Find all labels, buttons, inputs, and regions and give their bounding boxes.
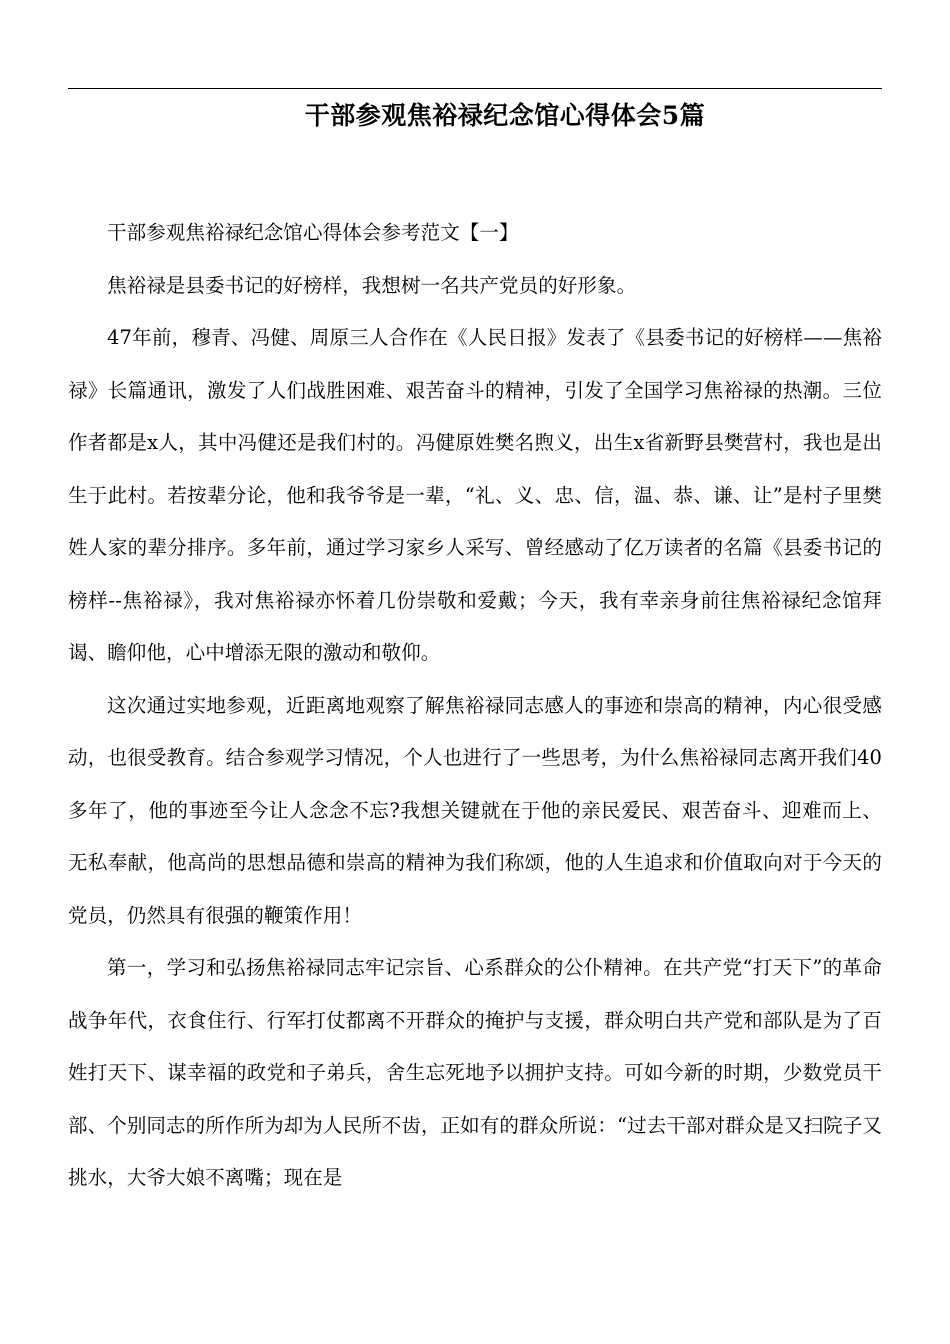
body-paragraph: 这次通过实地参观，近距离地观察了解焦裕禄同志感人的事迹和崇高的精神，内心很受感动，也很受教育。结合参观学习情况，个人也进行了一些思考，为什么焦裕禄同志离开我们40多年了，他的事迹至今让人念念不忘?我想关键就在于他的亲民爱民、艰苦奋斗、迎难而上、无私奉献，他高尚的思想品德和崇高的精神为我们称颂，他的人生追求和价值取向对于今天的党员，仍然具有很强的鞭策作用！ — [68, 693, 882, 927]
document-body — [68, 207, 882, 1205]
body-paragraph: 第一，学习和弘扬焦裕禄同志牢记宗旨、心系群众的公仆精神。在共产党“打天下”的革命战争年代，衣食住行、行军打仗都离不开群众的掩护与支援，群众明白共产党和部队是为了百姓打天下、谋幸福的政党和子弟兵，舍生忘死地予以拥护支持。可如今新的时期，少数党员干部、个别同志的所作所为却为人民所不齿，正如有的群众所说：“过去干部对群众是又扫院子又挑水，大爷大娘不离嘴；现在是 — [68, 956, 882, 1189]
section-heading: 干部参观焦裕禄纪念馆心得体会参考范文【一】 — [107, 221, 519, 244]
body-paragraph: 焦裕禄是县委书记的好榜样，我想树一名共产党员的好形象。 — [107, 273, 637, 297]
body-paragraph: 47年前，穆青、冯健、周原三人合作在《人民日报》发表了《县委书记的好榜样——焦裕禄》长篇通讯，激发了人们战胜困难、艰苦奋斗的精神，引发了全国学习焦裕禄的热潮。三位作者都是x人，其中冯健还是我们村的。冯健原姓樊名煦义，出生x省新野县樊营村，我也是出生于此村。若按辈分论，他和我爷爷是一辈，“礼、义、忠、信，温、恭、谦、让”是村子里樊姓人家的辈分排序。多年前，通过学习家乡人采写、曾经感动了亿万读者的名篇《县委书记的榜样--焦裕禄》，我对焦裕禄亦怀着几份崇敬和爱戴；今天，我有幸亲身前往焦裕禄纪念馆拜谒、瞻仰他，心中增添无限的激动和敬仰。 — [68, 326, 882, 664]
header-rule — [68, 88, 882, 89]
document-title: 干部参观焦裕禄纪念馆心得体会5篇 — [304, 101, 706, 130]
